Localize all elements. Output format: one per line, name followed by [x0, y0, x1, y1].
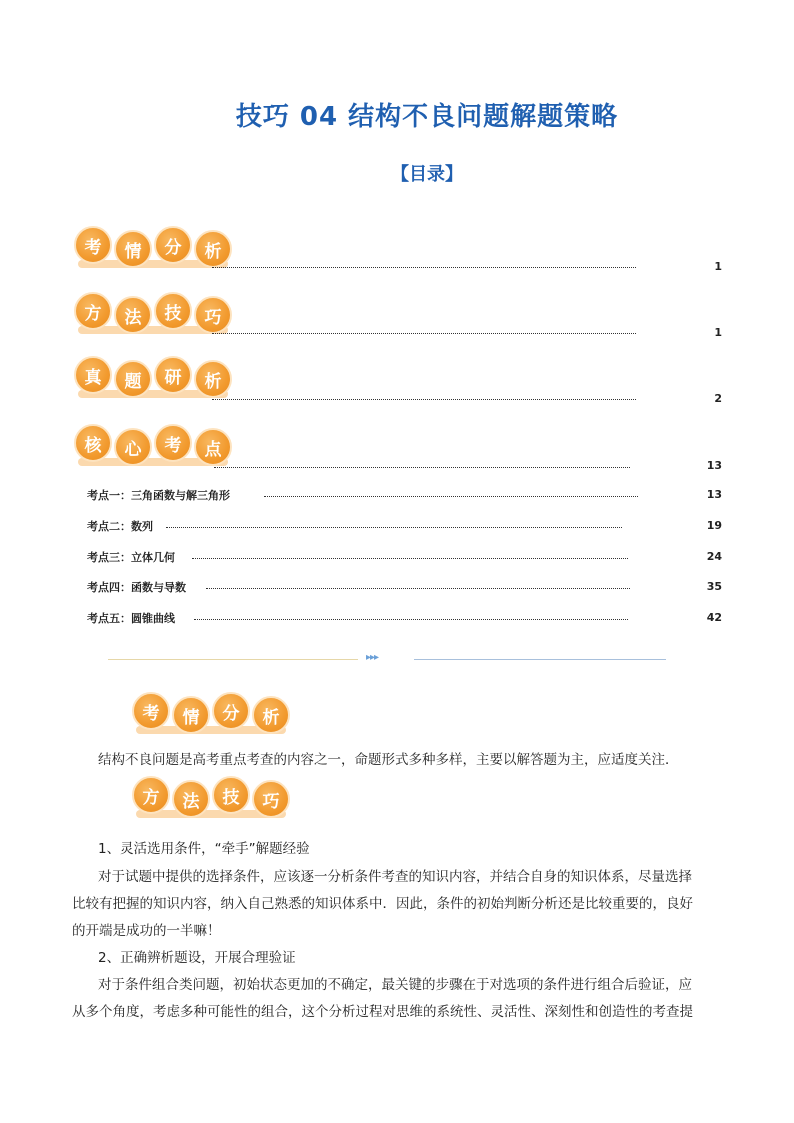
toc-leader [212, 333, 636, 334]
badge-char: 考 [74, 226, 112, 264]
divider-arrows-icon: ▸▸▸ [366, 652, 379, 663]
toc-leader [194, 619, 628, 620]
toc-page-number: 19 [706, 519, 722, 532]
toc-leader [212, 399, 636, 400]
badge-char: 析 [252, 696, 290, 734]
badge-char: 方 [74, 292, 112, 330]
badge-char: 法 [172, 780, 210, 818]
section-text: 结构不良问题是高考重点考查的内容之一，命题形式多种多样，主要以解答题为主，应适度关注． [98, 752, 679, 768]
badge-char: 分 [212, 692, 250, 730]
toc-badge-zhenti[interactable] [74, 356, 232, 398]
toc-badge-hexin[interactable] [74, 424, 232, 466]
paragraph-line: 比较有把握的知识内容，纳入自己熟悉的知识体系中．因此，条件的初始判断分析还是比较重要的，良好 [72, 896, 693, 912]
badge-char: 巧 [252, 780, 290, 818]
toc-leader [192, 558, 628, 559]
badge-char: 析 [194, 360, 232, 398]
toc-sub-entry[interactable]: 考点四：函数与导数 [87, 581, 186, 594]
toc-sub-entry[interactable]: 考点一：三角函数与解三角形 [87, 489, 230, 502]
toc-page-number: 2 [714, 392, 722, 405]
toc-leader [212, 267, 636, 268]
toc-leader [166, 527, 622, 528]
section-badge-kaoqing [132, 692, 290, 734]
toc-sub-entry[interactable]: 考点五：圆锥曲线 [87, 612, 175, 625]
badge-char: 考 [154, 424, 192, 462]
badge-char: 巧 [194, 296, 232, 334]
toc-page-number: 24 [706, 550, 722, 563]
badge-char: 研 [154, 356, 192, 394]
toc-leader [264, 496, 638, 497]
point-title: 1、灵活选用条件，“牵手”解题经验 [98, 841, 310, 857]
paragraph-line: 对于试题中提供的选择条件，应该逐一分析条件考查的知识内容，并结合自身的知识体系，尽量选择 [98, 869, 692, 885]
paragraph-line: 从多个角度，考虑多种可能性的组合，这个分析过程对思维的系统性、灵活性、深刻性和创造性的考查提 [72, 1004, 693, 1020]
point-title: 2、正确辨析题设，开展合理验证 [98, 950, 296, 966]
badge-char: 真 [74, 356, 112, 394]
badge-char: 情 [114, 230, 152, 268]
badge-char: 题 [114, 360, 152, 398]
toc-page-number: 1 [714, 326, 722, 339]
toc-heading: 【目录】 [391, 164, 463, 185]
badge-char: 点 [194, 428, 232, 466]
badge-char: 分 [154, 226, 192, 264]
badge-char: 心 [114, 428, 152, 466]
toc-page-number: 42 [706, 611, 722, 624]
toc-sub-entry[interactable]: 考点三：立体几何 [87, 551, 175, 564]
badge-char: 核 [74, 424, 112, 462]
toc-sub-entry[interactable]: 考点二：数列 [87, 520, 153, 533]
toc-badge-fangfa[interactable] [74, 292, 232, 334]
paragraph-line: 对于条件组合类问题，初始状态更加的不确定，最关键的步骤在于对选项的条件进行组合后验证，应 [98, 977, 692, 993]
divider-line-right [414, 659, 666, 660]
badge-char: 法 [114, 296, 152, 334]
divider-line-left [108, 659, 358, 660]
toc-page-number: 13 [706, 488, 722, 501]
paragraph-line: 的开端是成功的一半嘛！ [72, 923, 221, 939]
badge-char: 析 [194, 230, 232, 268]
badge-char: 考 [132, 692, 170, 730]
badge-char: 技 [154, 292, 192, 330]
badge-char: 情 [172, 696, 210, 734]
toc-leader [214, 467, 630, 468]
toc-leader [206, 588, 630, 589]
badge-char: 技 [212, 776, 250, 814]
section-badge-fangfa [132, 776, 290, 818]
toc-page-number: 35 [706, 580, 722, 593]
page-title: 技巧 04 结构不良问题解题策略 [235, 102, 619, 132]
toc-badge-kaoqing[interactable] [74, 226, 232, 268]
toc-page-number: 1 [714, 260, 722, 273]
badge-char: 方 [132, 776, 170, 814]
toc-page-number: 13 [706, 459, 722, 472]
